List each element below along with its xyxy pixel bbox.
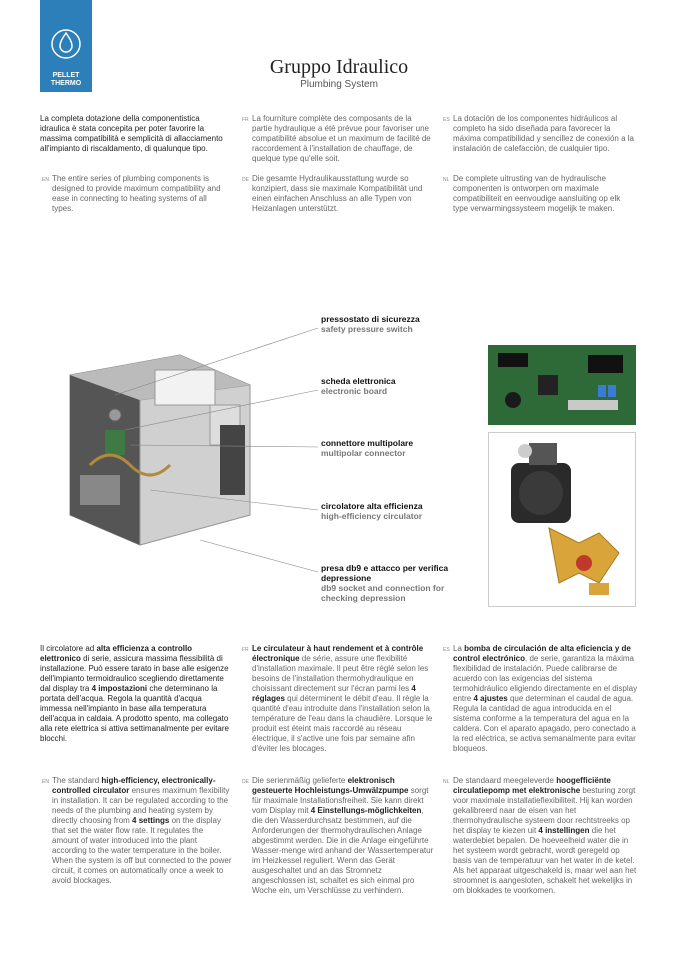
- desc-es-c: , de serie, garantiza la máxima flexibilidad de instalación. Puede calibrarse de acuerdo con las exigencias del sistema termohidráulico eligiendo directamente en el display entre: [453, 654, 638, 703]
- callout-en: multipolar connector: [321, 448, 406, 458]
- desc-fr-c: de série, assure une flexibilité d'installation maximale. Il peut être réglé selon les besoins de l'installation thermohydraulique en choisissant directement sur l'écran parmi les: [252, 654, 429, 693]
- desc-nl-b: hoogefficiënte circulatiepomp met elektronische: [453, 776, 611, 795]
- callout-en: db9 socket and connection for checking depression: [321, 583, 445, 603]
- desc-es-b: bomba de circulación de alta eficiencia y de control electrónico: [453, 644, 631, 663]
- page-subtitle: Plumbing System: [300, 79, 378, 90]
- lang-tag-en: EN: [42, 779, 49, 785]
- lang-tag-nl: NL: [443, 177, 450, 183]
- desc-en-a: The standard: [52, 776, 102, 785]
- lang-tag-fr: FR: [242, 647, 249, 653]
- desc-fr-b: Le circulateur à haut rendement et à contrôle électronique: [252, 644, 424, 663]
- desc-es-a: La: [453, 644, 465, 653]
- callout-pressure-switch: [321, 314, 420, 334]
- desc-es-e: que determinan el caudal de agua. Regula la cantidad de agua introducida en el sistema conforme a la temperatura del agua en la caldera. Con el aparato apagado, pero conectado a la red eléctrica, se activa semanalmente para evitar bloqueos.: [453, 694, 636, 753]
- desc-de: [242, 776, 434, 896]
- circulator-pump-photo: [488, 432, 636, 607]
- callout-it: scheda elettronica: [321, 376, 396, 386]
- callout-en: safety pressure switch: [321, 324, 413, 334]
- desc-en-d: 4 settings: [132, 816, 170, 825]
- callout-electronic-board: [321, 376, 396, 396]
- callout-en: high-efficiency circulator: [321, 511, 423, 521]
- desc-nl-a: De standaard meegeleverde: [453, 776, 557, 785]
- desc-en-c: ensures maximum flexibility in installation. It can be regulated according to the needs of the plumbing and heating system by directly choosing from: [52, 786, 230, 825]
- desc-es-d: 4 ajustes: [473, 694, 508, 703]
- intro-it: La completa dotazione della componentistica idraulica è stata concepita per poter favorire la massima compatibilità e semplicità di allacciamento all'impianto di riscaldamento, di qualunque tipo.: [40, 114, 223, 153]
- desc-de-d: 4 Einstellungs-möglichkeiten: [310, 806, 422, 815]
- lang-tag-de: DE: [242, 779, 249, 785]
- desc-it: [40, 644, 230, 744]
- desc-de-c: sorgt für maximale Installationsfreiheit. Sie kann direkt vom Display mit: [252, 786, 429, 815]
- desc-de-a: Die serienmäßig gelieferte: [252, 776, 348, 785]
- intro-de-text: Die gesamte Hydraulikausstattung wurde so konzipiert, dass sie maximale Kompatibilität und einen einfachen Anschluss an alle Typen von Heizanlagen unterstützt.: [252, 174, 423, 213]
- desc-it-e: che determinano la portata dell'acqua. Regola la quantità d'acqua immessa nell'impianto in base alla temperatura dell'acqua in caldaia. A prodotto spento, ma collegato alla rete elettrica si attiva settimanalmente per evitare blocchi.: [40, 684, 229, 743]
- lang-tag-es: ES: [443, 117, 450, 123]
- intro-es-text: La dotación de los componentes hidráulicos al completo ha sido diseñada para favorecer la máxima compatibilidad y sencillez de conexión a la instalación de calefacción, de cualquier tipo.: [453, 114, 634, 153]
- lang-tag-de: DE: [242, 177, 249, 183]
- desc-fr-e: qui déterminent le débit d'eau. Il règle la quantité d'eau introduite dans l'installation selon la température de l'eau dans la chaudière. Lorsque le produit est éteint mais raccordé au réseau électrique, il s'active une fois par semaine afin d'éviter les blocages.: [252, 694, 433, 753]
- page-title: Gruppo Idraulico: [269, 56, 409, 78]
- desc-it-c: di serie, assicura massima flessibilità di installazione. Può essere tarato in base alle esigenze dell'impianto termoidraulico scegliendo direttamente dal display tra: [40, 654, 229, 693]
- desc-es: [443, 644, 638, 754]
- callout-circulator: [321, 501, 423, 521]
- desc-fr-d: 4 réglages: [252, 684, 416, 703]
- intro-fr-text: La fourniture complète des composants de la partie hydraulique a été prévue pour favoriser une compatibilité absolue et un maximum de facilité de raccordement à l'installation de chauffage, de quelque type qu'elle soit.: [252, 114, 431, 163]
- callout-it: pressostato di sicurezza: [321, 314, 420, 324]
- intro-en-text: The entire series of plumbing components is designed to provide maximum compatibility and ease in connecting to heating systems of all types.: [52, 174, 221, 213]
- desc-nl-e: die het waterdebiet bepalen. De hoeveelheid water die in het systeem wordt gebracht, wordt geregeld op basis van de temperatuur van het water in de ketel. Als het apparaat uitgeschakeld is, maar wel aan het stroomnet is aangesloten, schakelt het wekelijks in om blokkades te voorkomen.: [453, 826, 637, 895]
- desc-en-e: on the display that set the water flow rate. It regulates the amount of water introduced into the plant according to the water temperature in the boiler. When the system is off but connected to the power circuit, it comes on automatically once a week to avoid blockages.: [52, 816, 232, 885]
- desc-it-a: Il circolatore ad: [40, 644, 97, 653]
- intro-nl-text: De complete uitrusting van de hydraulische componenten is ontworpen om maximale compatibiliteit en eenvoudige aansluiting op elk type verwarmingssysteem mogelijk te maken.: [453, 174, 621, 213]
- callout-db9-socket: [321, 563, 481, 603]
- desc-en-b: high-efficiency, electronically-controlled circulator: [52, 776, 216, 795]
- badge-line1: PELLET: [52, 72, 80, 79]
- desc-nl-c: besturing zorgt voor maximale installatieflexibiliteit. Hij kan worden gekalibreerd naar de eisen van het thermohydraulische systeem door rechtstreeks op het display te kiezen uit: [453, 786, 636, 835]
- desc-de-e: , die den Wasserdurchsatz bestimmen, auf die Anforderungen der thermohydraulischen Anlage abgestimmt werden. Die in die Anlage eingeführte Wasser-menge wird anhand der Wassertemperatur im Heizkessel reguliert. Wenn das Gerät ausgeschaltet und an das Stromnetz angeschlossen ist, schaltet es sich einmal pro Woche ein, um Verschlüsse zu verhindern.: [252, 806, 434, 895]
- lang-tag-es: ES: [443, 647, 450, 653]
- desc-de-b: elektronisch gesteuerte Hochleistungs-Umwälzpumpe: [252, 776, 409, 795]
- badge-line2: THERMO: [50, 80, 82, 87]
- desc-it-d: 4 impostazioni: [91, 684, 148, 693]
- desc-nl-d: 4 instellingen: [538, 826, 590, 835]
- callout-multipolar-connector: [321, 438, 413, 458]
- callout-it: connettore multipolare: [321, 438, 414, 448]
- callout-it: circolatore alta efficienza: [321, 501, 423, 511]
- electronic-board-photo: [488, 345, 636, 425]
- lang-tag-fr: FR: [242, 117, 249, 123]
- lang-tag-nl: NL: [443, 779, 450, 785]
- desc-it-b: alta efficienza a controllo elettronico: [40, 644, 193, 663]
- desc-nl: [443, 776, 638, 896]
- callout-en: electronic board: [321, 386, 388, 396]
- desc-en: [42, 776, 232, 886]
- callout-it: presa db9 e attacco per verifica depressione: [321, 563, 449, 583]
- lang-tag-en: EN: [42, 177, 49, 183]
- desc-fr: [242, 644, 434, 754]
